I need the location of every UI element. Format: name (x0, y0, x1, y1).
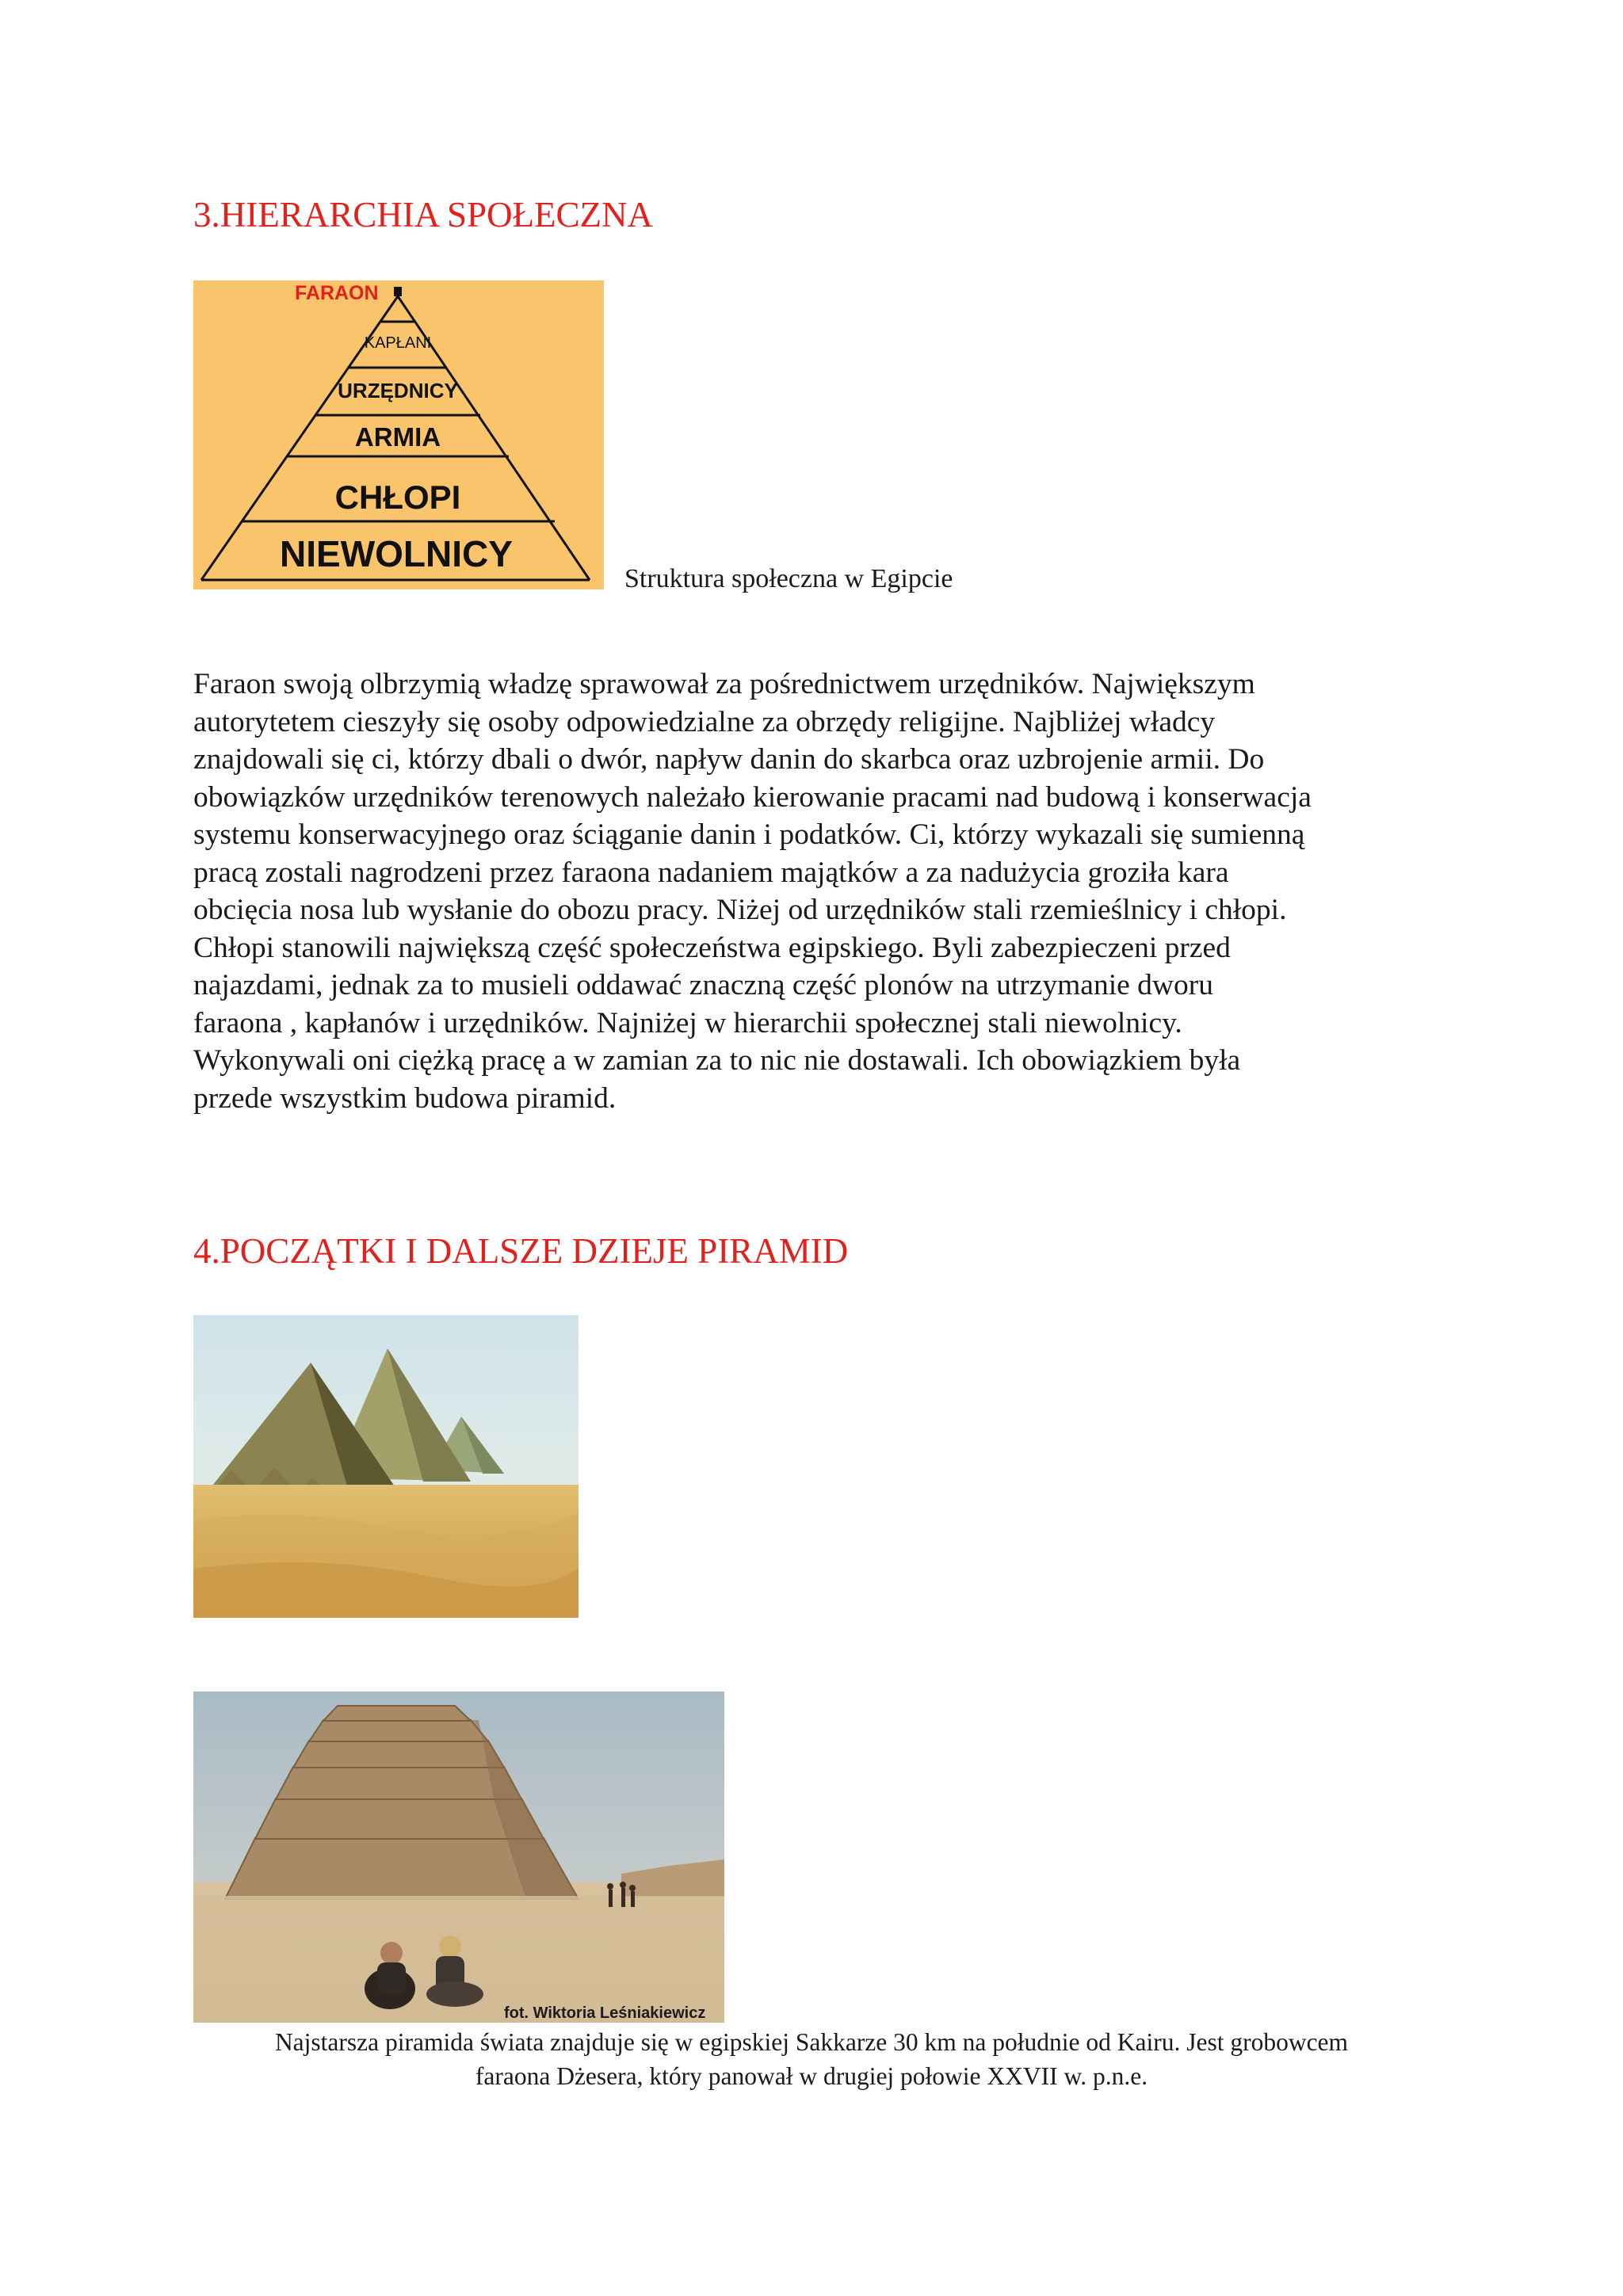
paragraph-line: obowiązków urzędników terenowych należało kierowanie pracami nad budową i konserwacja (193, 780, 1312, 814)
hierarchy-paragraph (193, 666, 1445, 1117)
section-4-heading: 4.POCZĄTKI I DALSZE DZIEJE PIRAMID (193, 1231, 849, 1271)
pyramid-label-chlopi: CHŁOPI (334, 479, 461, 516)
paragraph-line: przede wszystkim budowa piramid. (193, 1081, 617, 1115)
paragraph-line: autorytetem cieszyły się osoby odpowiedzialne za obrzędy religijne. Najbliżej władcy (193, 705, 1216, 738)
pyramid-label-faraon: FARAON (295, 282, 379, 304)
pyramid-label-urzednicy: URZĘDNICY (338, 379, 458, 402)
paragraph-line: najazdami, jednak za to musieli oddawać znaczną część plonów na utrzymanie dworu (193, 969, 1213, 1001)
section-3-heading: 3.HIERARCHIA SPOŁECZNA (193, 195, 654, 235)
caption-line: Najstarsza piramida świata znajduje się w egipskiej Sakkarze 30 km na południe od Kairu. Jest grobowcem (274, 2028, 1349, 2056)
paragraph-line: Faraon swoją olbrzymią władzę sprawował za pośrednictwem urzędników. Największym (193, 668, 1255, 700)
paragraph-line: faraona , kapłanów i urzędników. Najniżej w hierarchii społecznej stali niewolnicy. (193, 1006, 1182, 1039)
caption-line: faraona Dżesera, który panował w drugiej połowie XXVII w. p.n.e. (475, 2062, 1148, 2090)
pyramid-label-niewolnicy: NIEWOLNICY (280, 533, 513, 574)
saqqara-step-pyramid-photo (193, 1691, 724, 2023)
photo-credit: fot. Wiktoria Leśniakiewicz (504, 2004, 706, 2022)
paragraph-line: znajdowali się ci, którzy dbali o dwór, napływ danin do skarbca oraz uzbrojenie armii. Do (193, 743, 1265, 776)
pyramid-label-armia: ARMIA (354, 422, 441, 452)
paragraph-line: Wykonywali oni ciężką pracę a w zamian za to nic nie dostawali. Ich obowiązkiem była (193, 1044, 1241, 1077)
paragraph-line: pracą zostali nagrodzeni przez faraona nadaniem majątków a za nadużycia groziła kara (193, 856, 1229, 889)
paragraph-line: obcięcia nosa lub wysłanie do obozu pracy. Niżej od urzędników stali rzemieślnicy i chłopi. (193, 894, 1287, 926)
saqqara-caption (193, 2025, 1430, 2093)
paragraph-line: systemu konserwacyjnego oraz ściąganie danin i podatków. Ci, którzy wykazali się sumienną (193, 818, 1305, 851)
hierarchy-pyramid-image (193, 280, 604, 589)
paragraph-line: Chłopi stanowili największą część społeczeństwa egipskiego. Byli zabezpieczeni przed (193, 931, 1231, 964)
pyramid-label-kaplani: KAPŁANI (364, 334, 432, 352)
pyramid-caption: Struktura społeczna w Egipcie (624, 564, 953, 593)
giza-pyramids-photo (193, 1315, 579, 1618)
